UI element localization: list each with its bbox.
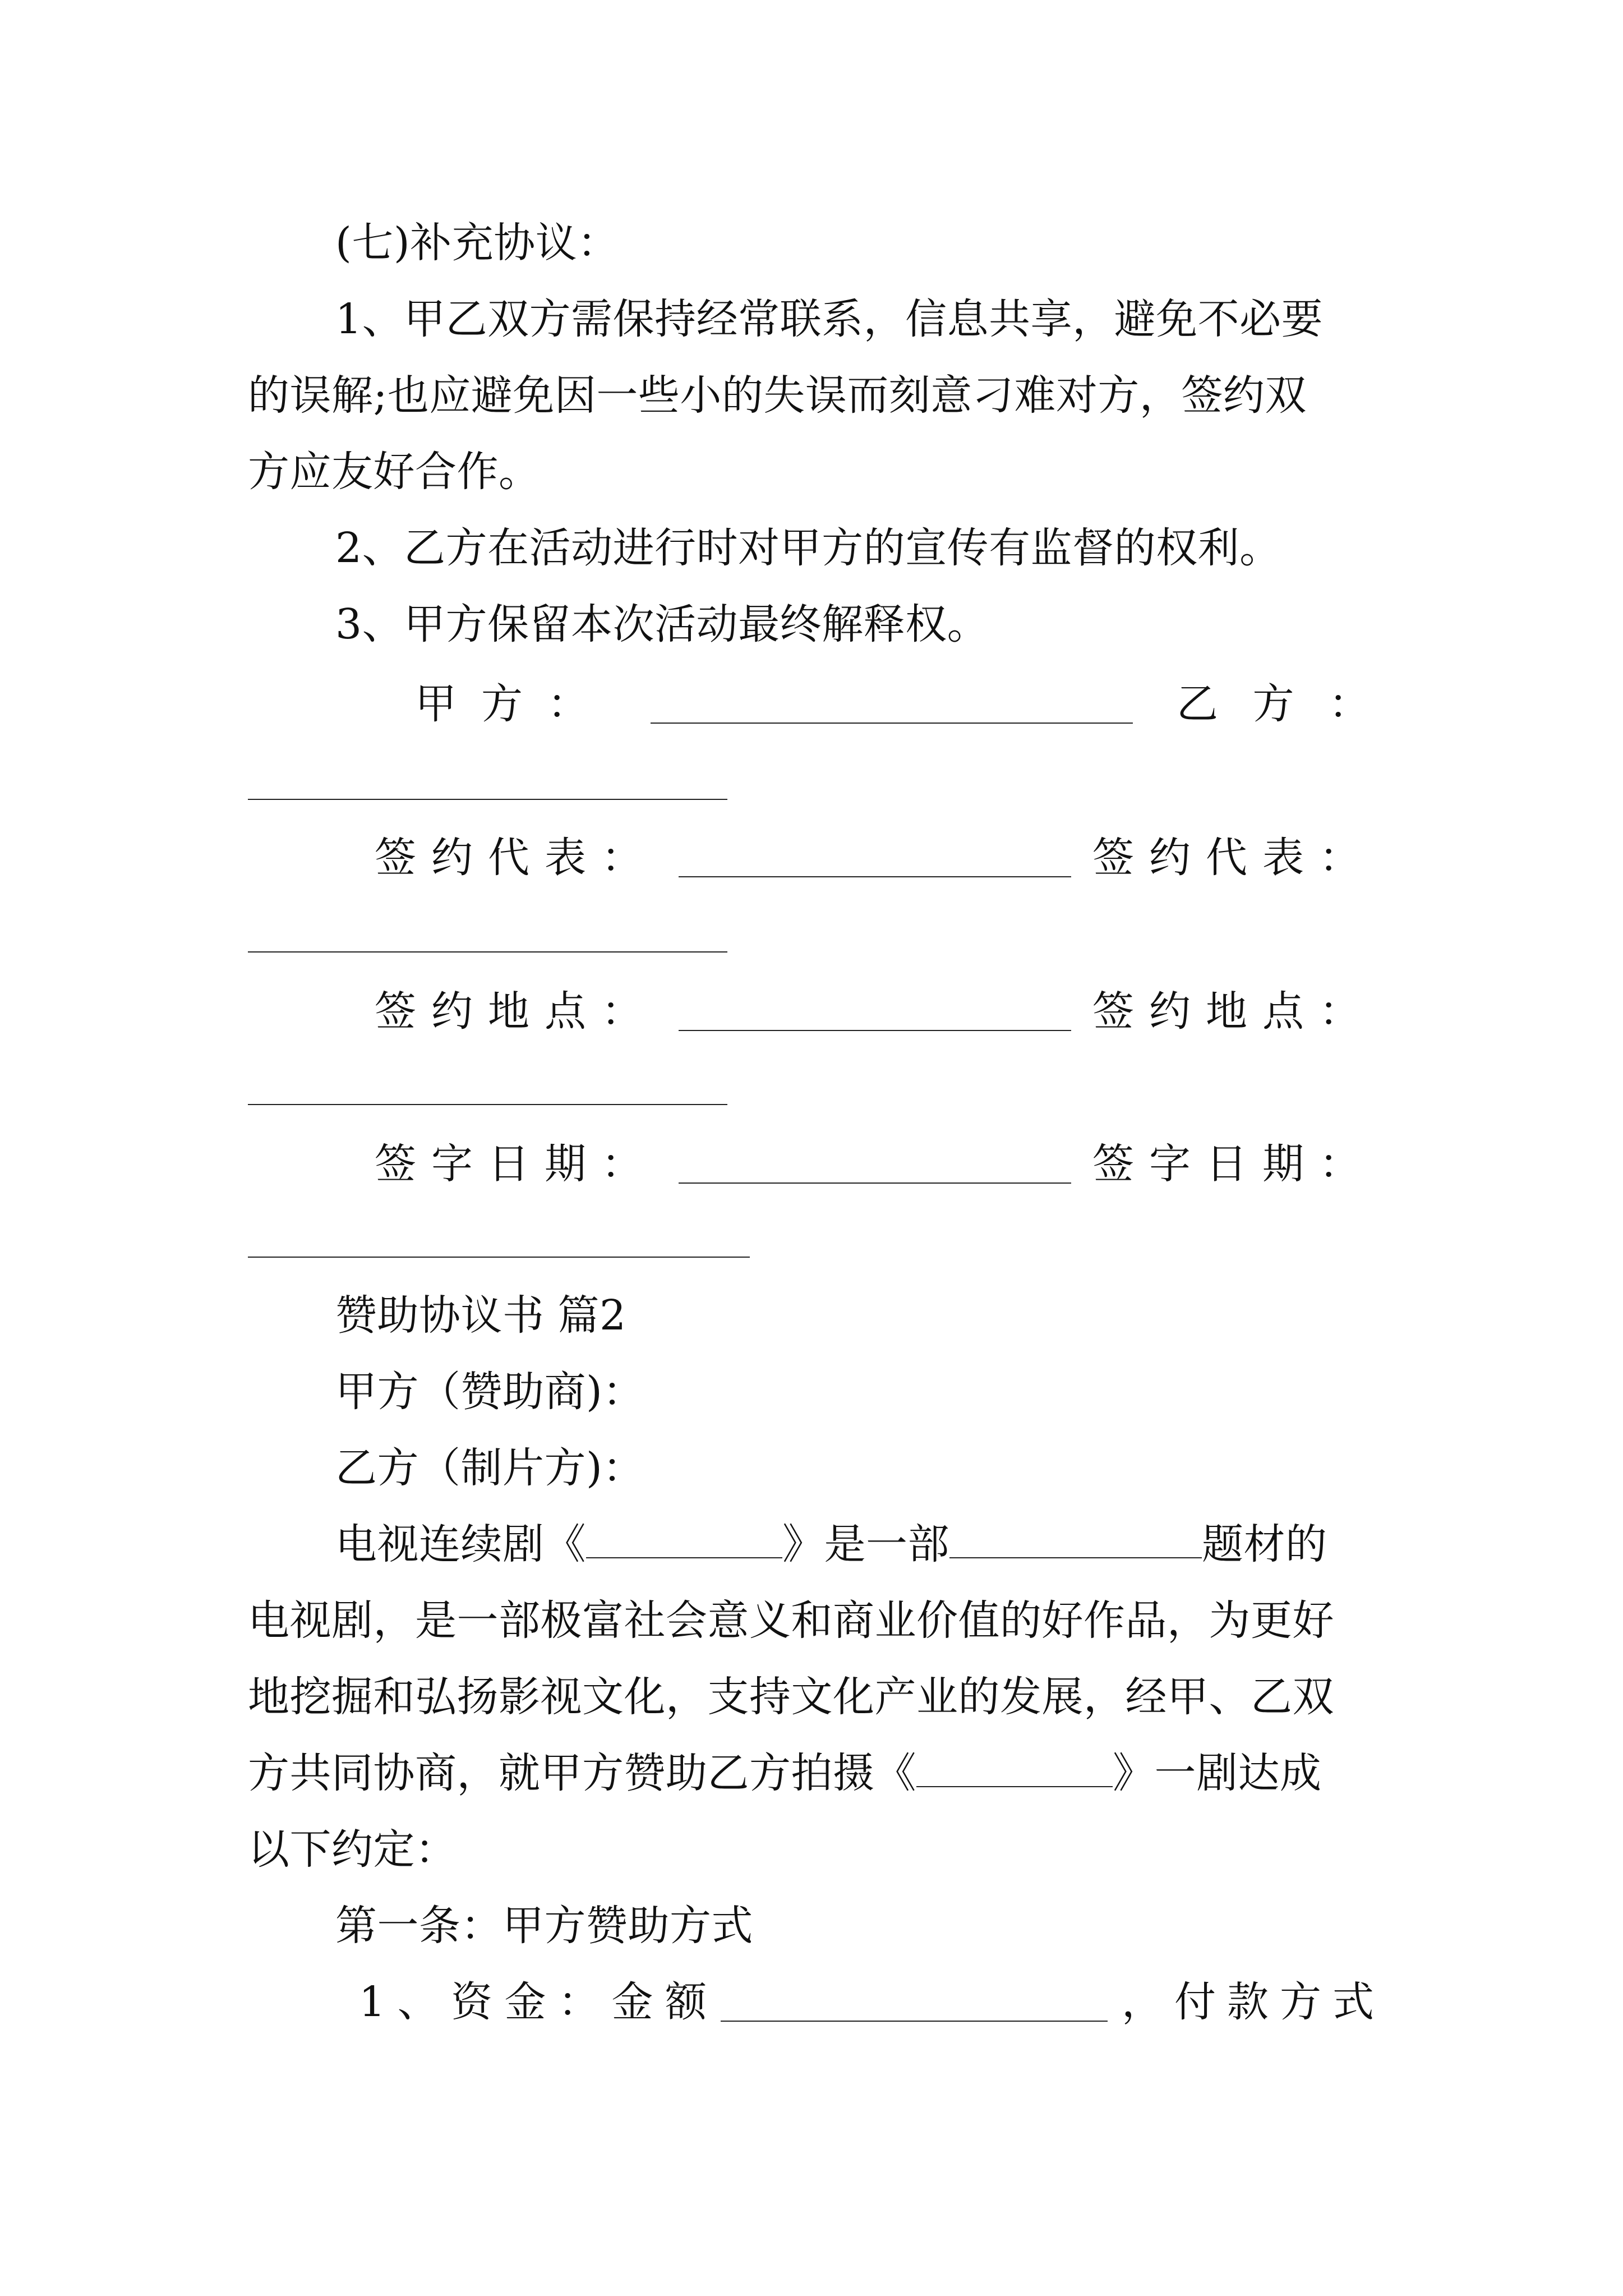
- party-b-label: 乙 方 ：: [1177, 680, 1370, 728]
- place-a-label: 签 约 地 点 ：: [375, 987, 643, 1036]
- paragraph-line-4: 方共同协商，就甲方赞助乙方拍摄《 》一剧达成: [248, 1749, 1322, 1797]
- paragraph-line-3: 地挖掘和弘扬影视文化，支持文化产业的发展，经甲、乙双: [248, 1673, 1334, 1721]
- place-b-blank: [248, 1104, 727, 1105]
- party-b-blank: [248, 799, 727, 800]
- paragraph-1-line-1: 1、甲乙双方需保持经常联系，信息共享，避免不必要: [335, 295, 1324, 343]
- place-a-blank: [679, 1030, 1071, 1031]
- paragraph-1-line-3: 方应友好合作。: [248, 448, 541, 496]
- agreement-2-title: 赞助协议书 篇2: [335, 1291, 626, 1340]
- paragraph-line-1: 电视连续剧《 》是一部 题材的: [335, 1520, 1327, 1568]
- funding-label: 1 、 资 金 ： 金 额: [359, 1978, 707, 2026]
- amount-blank: [721, 2021, 1108, 2022]
- date-a-label: 签 字 日 期 ：: [375, 1140, 643, 1188]
- section-heading: (七)补充协议：: [335, 219, 619, 267]
- rep-b-label: 签 约 代 表 ：: [1092, 834, 1361, 882]
- rep-a-label: 签 约 代 表 ：: [375, 834, 643, 882]
- place-b-label: 签 约 地 点 ：: [1092, 987, 1361, 1036]
- paragraph-2: 2、乙方在活动进行时对甲方的宣传有监督的权利。: [335, 524, 1281, 572]
- date-b-blank: [248, 1257, 750, 1258]
- rep-b-blank: [248, 951, 727, 953]
- party-a-label: 甲 方 ：: [415, 680, 589, 728]
- rep-a-blank: [679, 876, 1071, 877]
- party-a-sponsor: 甲方（赞助商)：: [335, 1368, 644, 1416]
- date-b-label: 签 字 日 期 ：: [1092, 1140, 1361, 1188]
- paragraph-line-2: 电视剧，是一部极富社会意义和商业价值的好作品，为更好: [248, 1596, 1334, 1645]
- title-blank-1: [586, 1524, 782, 1558]
- payment-method-label: ， 付 款 方 式: [1122, 1978, 1374, 2026]
- date-a-blank: [679, 1182, 1071, 1184]
- article-1-heading: 第一条：甲方赞助方式: [335, 1902, 753, 1950]
- genre-blank: [949, 1524, 1202, 1558]
- paragraph-line-5: 以下约定：: [248, 1825, 457, 1874]
- paragraph-1-line-2: 的误解;也应避免因一些小的失误而刻意刁难对方，签约双: [248, 371, 1307, 420]
- title-blank-2: [916, 1752, 1113, 1787]
- party-b-producer: 乙方（制片方)：: [335, 1444, 644, 1492]
- party-a-blank: [651, 723, 1133, 724]
- paragraph-3: 3、甲方保留本次活动最终解释权。: [335, 600, 989, 648]
